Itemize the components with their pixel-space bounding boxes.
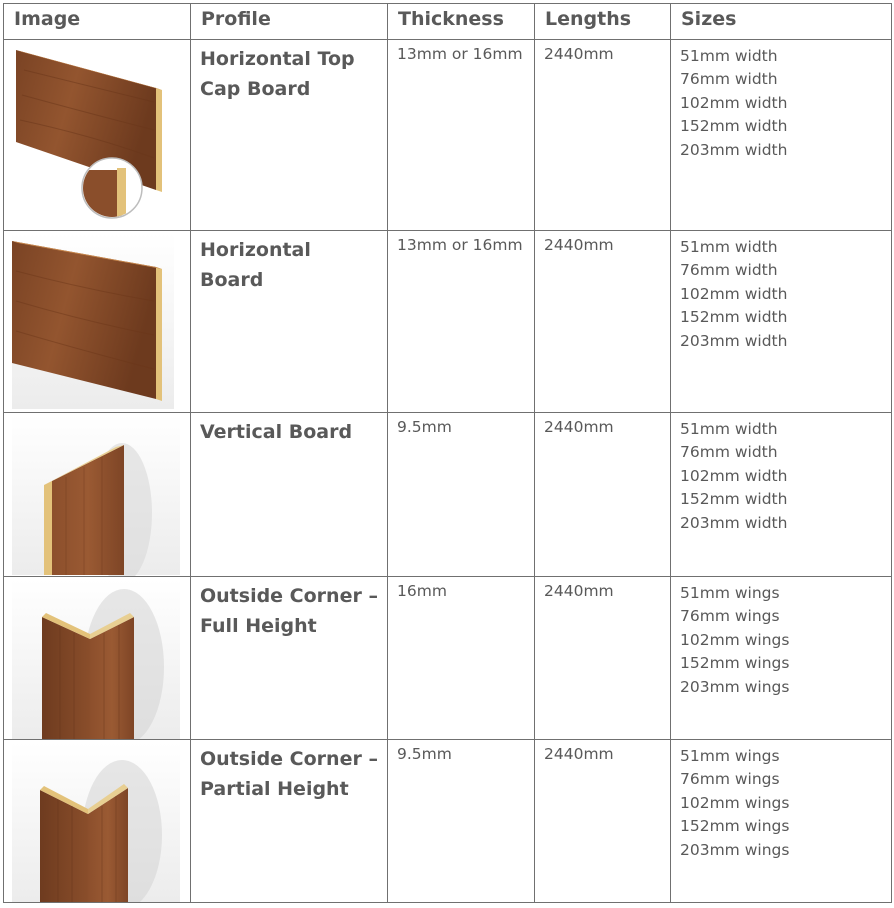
image-cell <box>4 231 191 413</box>
image-cell <box>4 413 191 577</box>
table-row <box>4 577 892 740</box>
size-option: 203mm wings <box>680 840 790 859</box>
size-option: 152mm wings <box>680 817 790 836</box>
profile-name-line2: Cap Board <box>200 78 311 100</box>
size-option: 102mm width <box>680 93 788 112</box>
size-option: 51mm width <box>680 420 778 438</box>
size-option: 203mm width <box>680 140 788 159</box>
thickness-cell: 13mm or 16mm <box>388 231 535 413</box>
size-option: 152mm width <box>680 308 788 327</box>
table-row <box>4 231 892 413</box>
table-row <box>4 413 892 577</box>
profile-name-line1: Outside Corner – <box>200 748 378 770</box>
image-cell <box>4 577 191 740</box>
lengths-cell: 2440mm <box>535 740 671 903</box>
thickness-cell: 9.5mm <box>388 740 535 903</box>
sizes-cell <box>671 740 892 903</box>
sizes-cell <box>671 40 892 231</box>
profile-name-line1: Outside Corner – <box>200 585 378 607</box>
size-option: 203mm width <box>680 513 788 532</box>
size-option: 76mm wings <box>680 770 780 789</box>
profile-cell <box>191 740 388 903</box>
table-row <box>4 740 892 903</box>
header-sizes: Sizes <box>671 4 892 40</box>
header-profile: Profile <box>191 4 388 40</box>
profile-name-line1: Horizontal Top <box>200 48 355 70</box>
profile-cell <box>191 40 388 231</box>
size-option: 76mm wings <box>680 607 780 626</box>
thickness-cell: 16mm <box>388 577 535 740</box>
size-option: 76mm width <box>680 261 778 280</box>
size-option: 51mm wings <box>680 747 780 765</box>
horizontal-board-image <box>4 231 190 412</box>
size-option: 102mm width <box>680 466 788 485</box>
size-option: 203mm wings <box>680 677 790 696</box>
spec-table <box>3 3 892 903</box>
lengths-cell: 2440mm <box>535 413 671 577</box>
image-cell <box>4 40 191 231</box>
profile-cell <box>191 413 388 577</box>
header-row <box>4 4 892 40</box>
size-option: 102mm wings <box>680 630 790 649</box>
lengths-cell: 2440mm <box>535 231 671 413</box>
sizes-cell <box>671 413 892 577</box>
size-option: 76mm width <box>680 443 778 462</box>
thickness-cell: 9.5mm <box>388 413 535 577</box>
sizes-cell <box>671 231 892 413</box>
size-option: 51mm width <box>680 238 778 256</box>
vertical-board-image <box>4 413 190 576</box>
header-thickness: Thickness <box>388 4 535 40</box>
profile-cell <box>191 231 388 413</box>
profile-name-line2: Partial Height <box>200 778 349 800</box>
header-image: Image <box>4 4 191 40</box>
outside-corner-partial-height-image <box>4 740 190 902</box>
lengths-cell: 2440mm <box>535 577 671 740</box>
size-option: 152mm width <box>680 490 788 509</box>
size-option: 76mm width <box>680 70 778 89</box>
size-option: 102mm width <box>680 284 788 303</box>
profile-cell <box>191 577 388 740</box>
sizes-cell <box>671 577 892 740</box>
profile-name-line1: Horizontal Board <box>200 239 311 291</box>
horizontal-top-cap-board-image <box>4 40 190 230</box>
image-cell <box>4 740 191 903</box>
profile-name-line1: Vertical Board <box>200 421 353 443</box>
size-option: 51mm wings <box>680 584 780 602</box>
size-option: 203mm width <box>680 331 788 350</box>
lengths-cell: 2440mm <box>535 40 671 231</box>
thickness-cell: 13mm or 16mm <box>388 40 535 231</box>
table-row <box>4 40 892 231</box>
outside-corner-full-height-image <box>4 577 190 739</box>
size-option: 51mm width <box>680 47 778 65</box>
size-option: 102mm wings <box>680 793 790 812</box>
header-lengths: Lengths <box>535 4 671 40</box>
size-option: 152mm width <box>680 117 788 136</box>
profile-name-line2: Full Height <box>200 615 317 637</box>
size-option: 152mm wings <box>680 654 790 673</box>
